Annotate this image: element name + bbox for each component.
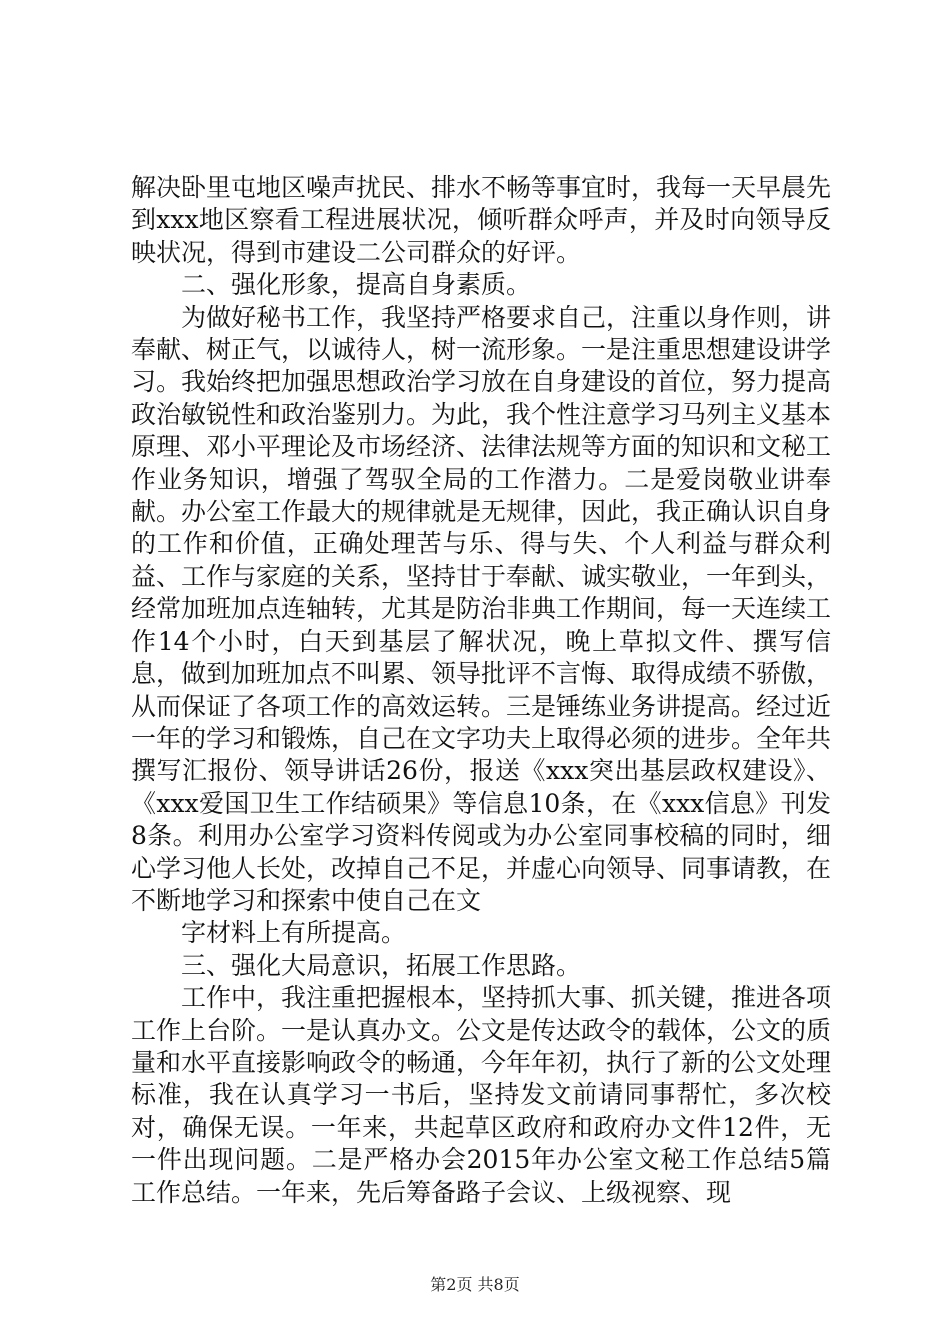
paragraph-5-heading: 三、强化大局意识，拓展工作思路。 xyxy=(181,950,582,980)
paragraph-1: 解决卧里屯地区噪声扰民、排水不畅等事宜时，我每一天早晨先到xxx地区察看工程进展状况，倾听群众呼声，并及时向领导反映状况，得到市建设二公司群众的好评。 xyxy=(131,173,832,267)
paragraph-2-heading: 二、强化形象，提高自身素质。 xyxy=(181,270,532,300)
page-footer: 第2页 共8页 xyxy=(430,1275,520,1294)
paragraph-6: 工作中，我注重把握根本，坚持抓大事、抓关键，推进各项工作上台阶。一是认真办文。公文是传达政令的载体，公文的质量和水平直接影响政令的畅通，今年年初，执行了新的公文处理标准，我在认真学习一书后，坚持发文前请同事帮忙，多次校对，确保无误。一年来，共起草区政府和政府办文件12件，无一件出现问题。二是严格办会2015年办公室文秘工作总结5篇工作总结。一年来，先后筹备路子会议、上级视察、现 xyxy=(131,983,832,1207)
paragraph-4: 字材料上有所提高。 xyxy=(181,918,407,948)
paragraph-3: 为做好秘书工作，我坚持严格要求自己，注重以身作则，讲奉献、树正气，以诚待人，树一流形象。一是注重思想建设讲学习。我始终把加强思想政治学习放在自身建设的首位，努力提高政治敏锐性和政治鉴别力。为此，我个性注意学习马列主义基本原理、邓小平理论及市场经济、法律法规等方面的知识和文秘工作业务知识，增强了驾驭全局的工作潜力。二是爱岗敬业讲奉献。办公室工作最大的规律就是无规律，因此，我正确认识自身的工作和价值，正确处理苦与乐、得与失、个人利益与群众利益、工作与家庭的关系，坚持甘于奉献、诚实敬业，一年到头，经常加班加点连轴转，尤其是防治非典工作期间，每一天连续工作14个小时，白天到基层了解状况，晚上草拟文件、撰写信息，做到加班加点不叫累、领导批评不言悔、取得成绩不骄傲，从而保证了各项工作的高效运转。三是锤练业务讲提高。经过近一年的学习和锻炼，自己在文字功夫上取得必须的进步。全年共撰写汇报份、领导讲话26份，报送《xxx突出基层政权建设》、《xxx爱国卫生工作结硕果》等信息10条，在《xxx信息》刊发8条。利用办公室学习资料传阅或为办公室同事校稿的同时，细心学习他人长处，改掉自己不足，并虚心向领导、同事请教，在不断地学习和探索中使自己在文 xyxy=(131,302,832,915)
document-body xyxy=(131,172,831,1209)
